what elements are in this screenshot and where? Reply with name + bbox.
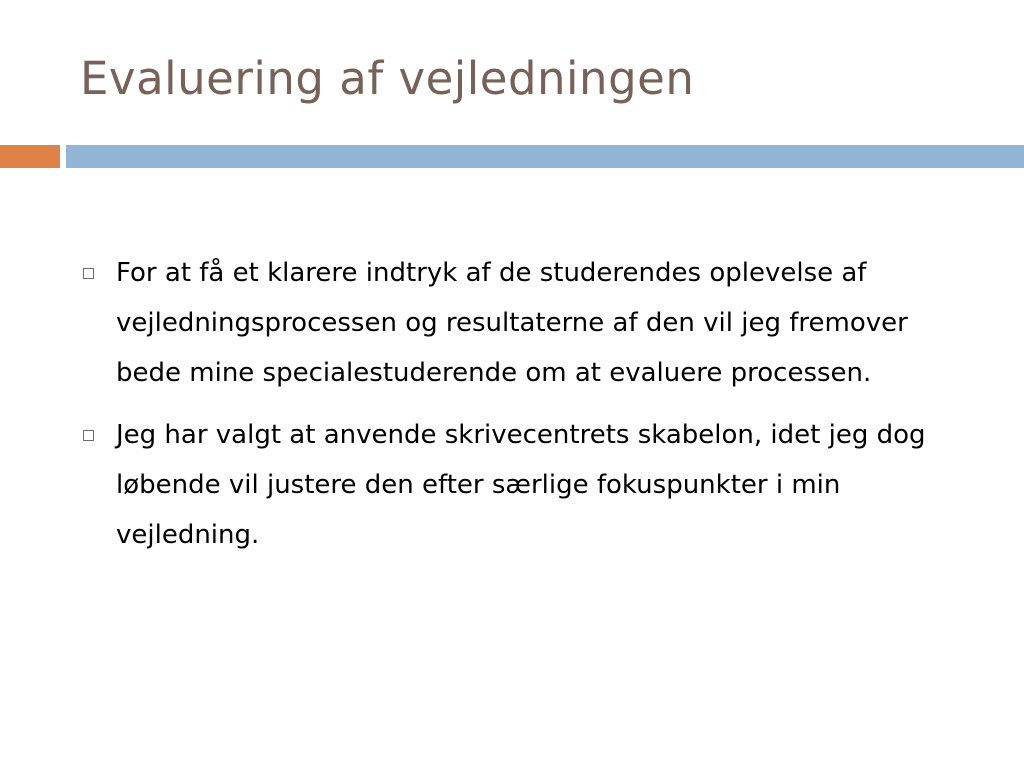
square-bullet-icon [83,430,94,441]
bullet-list [80,248,950,572]
bullet-text: Jeg har valgt at anvende skrivecentrets skabelon, idet jeg dog løbende vil justere den efter særlige fokuspunkter i min vejledning. [116,420,926,550]
accent-bar [0,145,60,168]
bullet-text: For at få et klarere indtryk af de studerendes oplevelse af vejledningsprocessen og resultaterne af den vil jeg fremover bede mine specialestuderende om at evaluere processen. [116,258,908,388]
slide-title: Evaluering af vejledningen [80,52,695,105]
bullet-item [80,410,950,560]
bullet-item [80,248,950,398]
square-bullet-icon [83,268,94,279]
title-underline-bar [66,145,1024,168]
